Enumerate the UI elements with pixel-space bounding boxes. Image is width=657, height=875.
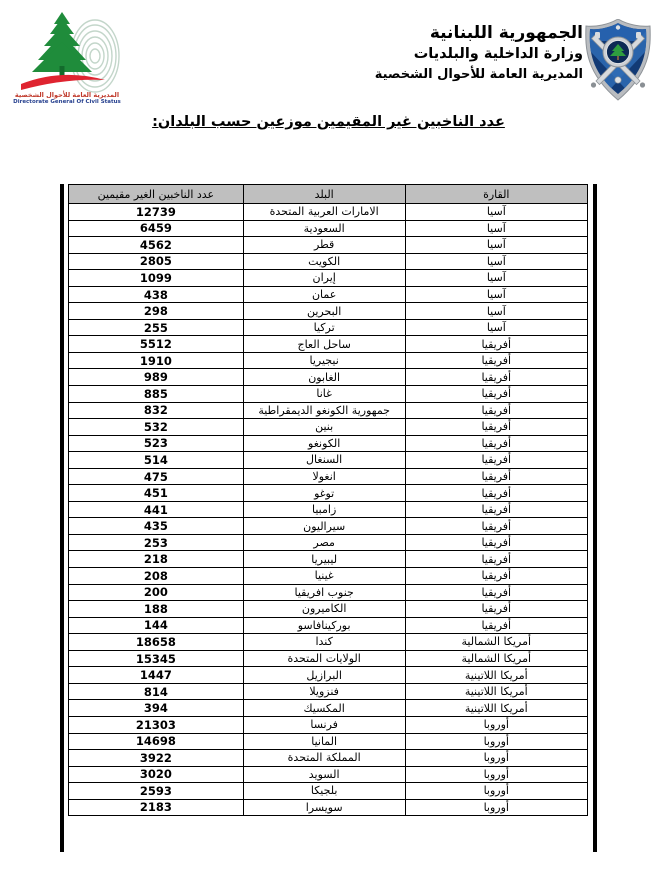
country-cell: ليبيريا [243, 551, 405, 568]
col-header-country: البلد [243, 185, 405, 204]
count-cell: 1099 [69, 270, 244, 287]
table-row [69, 270, 588, 287]
continent-cell: أفريقيا [405, 402, 587, 419]
count-cell: 255 [69, 319, 244, 336]
table-row [69, 369, 588, 386]
count-cell: 3922 [69, 750, 244, 767]
table-row [69, 485, 588, 502]
table-row [69, 584, 588, 601]
country-cell: غينيا [243, 568, 405, 585]
continent-cell: أفريقيا [405, 501, 587, 518]
country-cell: بلجيكا [243, 783, 405, 800]
continent-cell: آسيا [405, 286, 587, 303]
country-cell: غانا [243, 386, 405, 403]
count-cell: 532 [69, 419, 244, 436]
continent-cell: أمريكا الشمالية [405, 634, 587, 651]
continent-cell: أفريقيا [405, 584, 587, 601]
table-row [69, 750, 588, 767]
country-cell: جنوب افريقيا [243, 584, 405, 601]
table-row [69, 452, 588, 469]
table-row [69, 501, 588, 518]
table-row [69, 551, 588, 568]
continent-cell: أفريقيا [405, 452, 587, 469]
country-cell: الامارات العربية المتحدة [243, 204, 405, 221]
table-row [69, 799, 588, 816]
country-cell: بنين [243, 419, 405, 436]
count-cell: 6459 [69, 220, 244, 237]
count-cell: 394 [69, 700, 244, 717]
count-cell: 253 [69, 534, 244, 551]
country-cell: الغابون [243, 369, 405, 386]
table-header-row [69, 185, 588, 204]
logo-captions [13, 91, 121, 106]
country-cell: سيراليون [243, 518, 405, 535]
continent-cell: أفريقيا [405, 601, 587, 618]
country-cell: ساحل العاج [243, 336, 405, 353]
continent-cell: أمريكا اللاتينية [405, 683, 587, 700]
country-cell: فنزويلا [243, 683, 405, 700]
count-cell: 21303 [69, 716, 244, 733]
table-row [69, 568, 588, 585]
count-cell: 1910 [69, 352, 244, 369]
continent-cell: أفريقيا [405, 485, 587, 502]
country-cell: الكونغو [243, 435, 405, 452]
count-cell: 218 [69, 551, 244, 568]
continent-cell: أوروبا [405, 733, 587, 750]
logo-caption-arabic: المديرية العامة للأحوال الشخصية [14, 91, 120, 99]
country-cell: الكويت [243, 253, 405, 270]
page-title: عدد الناخبين غير المقيمين موزعين حسب البلدان: [152, 114, 505, 130]
table-row [69, 386, 588, 403]
count-cell: 200 [69, 584, 244, 601]
country-cell: فرنسا [243, 716, 405, 733]
count-cell: 14698 [69, 733, 244, 750]
table-row [69, 204, 588, 221]
count-cell: 12739 [69, 204, 244, 221]
count-cell: 475 [69, 468, 244, 485]
count-cell: 144 [69, 617, 244, 634]
table-row [69, 683, 588, 700]
count-cell: 208 [69, 568, 244, 585]
country-cell: مصر [243, 534, 405, 551]
table-row [69, 518, 588, 535]
country-cell: تركيا [243, 319, 405, 336]
continent-cell: أفريقيا [405, 617, 587, 634]
table-row [69, 319, 588, 336]
count-cell: 1447 [69, 667, 244, 684]
country-cell: بوركينافاسو [243, 617, 405, 634]
count-cell: 188 [69, 601, 244, 618]
continent-cell: أفريقيا [405, 468, 587, 485]
country-cell: سويسرا [243, 799, 405, 816]
table-row [69, 634, 588, 651]
table-row [69, 435, 588, 452]
red-swoosh [21, 75, 105, 90]
country-cell: السعودية [243, 220, 405, 237]
continent-cell: أفريقيا [405, 435, 587, 452]
count-cell: 514 [69, 452, 244, 469]
count-cell: 438 [69, 286, 244, 303]
table-row [69, 237, 588, 254]
country-cell: زامبيا [243, 501, 405, 518]
country-cell: جمهورية الكونغو الديمقراطية [243, 402, 405, 419]
country-cell: انغولا [243, 468, 405, 485]
col-header-count: عدد الناخبين الغير مقيمين [69, 185, 244, 204]
continent-cell: أفريقيا [405, 369, 587, 386]
continent-cell: أفريقيا [405, 518, 587, 535]
table-row [69, 700, 588, 717]
table-row [69, 419, 588, 436]
country-cell: عمان [243, 286, 405, 303]
continent-cell: أفريقيا [405, 352, 587, 369]
country-cell: السويد [243, 766, 405, 783]
continent-cell: أمريكا الشمالية [405, 650, 587, 667]
continent-cell: أفريقيا [405, 551, 587, 568]
cedar-tree-icon [32, 12, 92, 80]
continent-cell: آسيا [405, 220, 587, 237]
country-cell: المملكة المتحدة [243, 750, 405, 767]
table-row [69, 534, 588, 551]
count-cell: 451 [69, 485, 244, 502]
count-cell: 3020 [69, 766, 244, 783]
table-row [69, 716, 588, 733]
civil-status-logo [13, 8, 121, 108]
country-cell: البحرين [243, 303, 405, 320]
country-cell: المانيا [243, 733, 405, 750]
country-cell: إيران [243, 270, 405, 287]
continent-cell: آسيا [405, 253, 587, 270]
country-cell: قطر [243, 237, 405, 254]
count-cell: 2805 [69, 253, 244, 270]
continent-cell: آسيا [405, 237, 587, 254]
count-cell: 885 [69, 386, 244, 403]
table-row [69, 617, 588, 634]
country-cell: الولايات المتحدة [243, 650, 405, 667]
country-cell: المكسيك [243, 700, 405, 717]
continent-cell: أفريقيا [405, 419, 587, 436]
count-cell: 989 [69, 369, 244, 386]
count-cell: 5512 [69, 336, 244, 353]
table-row [69, 650, 588, 667]
continent-cell: آسيا [405, 270, 587, 287]
count-cell: 2593 [69, 783, 244, 800]
continent-cell: أوروبا [405, 766, 587, 783]
count-cell: 4562 [69, 237, 244, 254]
table-row [69, 601, 588, 618]
country-cell: البرازيل [243, 667, 405, 684]
table-outer-border-right [593, 184, 597, 852]
continent-cell: أفريقيا [405, 386, 587, 403]
col-header-continent: القارة [405, 185, 587, 204]
table-row [69, 220, 588, 237]
count-cell: 15345 [69, 650, 244, 667]
count-cell: 832 [69, 402, 244, 419]
continent-cell: أوروبا [405, 799, 587, 816]
continent-cell: آسيا [405, 303, 587, 320]
country-cell: كندا [243, 634, 405, 651]
table-row [69, 667, 588, 684]
voters-by-country-table [68, 184, 588, 816]
count-cell: 523 [69, 435, 244, 452]
ministry-header-text [375, 22, 583, 85]
table-row [69, 336, 588, 353]
continent-cell: آسيا [405, 319, 587, 336]
count-cell: 441 [69, 501, 244, 518]
country-cell: نيجيريا [243, 352, 405, 369]
country-cell: توغو [243, 485, 405, 502]
table-row [69, 253, 588, 270]
ministry-shield-emblem-icon [585, 19, 651, 101]
continent-cell: أفريقيا [405, 534, 587, 551]
ministry-title: وزارة الداخلية والبلديات [413, 46, 583, 63]
continent-cell: أفريقيا [405, 336, 587, 353]
logo-caption-english: Directorate General Of Civil Status [13, 99, 121, 106]
continent-cell: أوروبا [405, 750, 587, 767]
continent-cell: أوروبا [405, 783, 587, 800]
count-cell: 18658 [69, 634, 244, 651]
table-row [69, 303, 588, 320]
republic-title: الجمهورية اللبنانية [429, 23, 583, 43]
continent-cell: آسيا [405, 204, 587, 221]
table-row [69, 783, 588, 800]
continent-cell: أمريكا اللاتينية [405, 700, 587, 717]
count-cell: 298 [69, 303, 244, 320]
table-row [69, 402, 588, 419]
continent-cell: أفريقيا [405, 568, 587, 585]
table-row [69, 766, 588, 783]
continent-cell: أوروبا [405, 716, 587, 733]
table-row [69, 286, 588, 303]
table-row [69, 468, 588, 485]
table-row [69, 733, 588, 750]
count-cell: 814 [69, 683, 244, 700]
country-cell: الكاميرون [243, 601, 405, 618]
cedar-fingerprint-graphic [13, 8, 121, 96]
directorate-title: المديرية العامة للأحوال الشخصية [374, 67, 583, 83]
count-cell: 2183 [69, 799, 244, 816]
table-row [69, 352, 588, 369]
continent-cell: أمريكا اللاتينية [405, 667, 587, 684]
count-cell: 435 [69, 518, 244, 535]
country-cell: السنغال [243, 452, 405, 469]
table-outer-border-left [60, 184, 64, 852]
